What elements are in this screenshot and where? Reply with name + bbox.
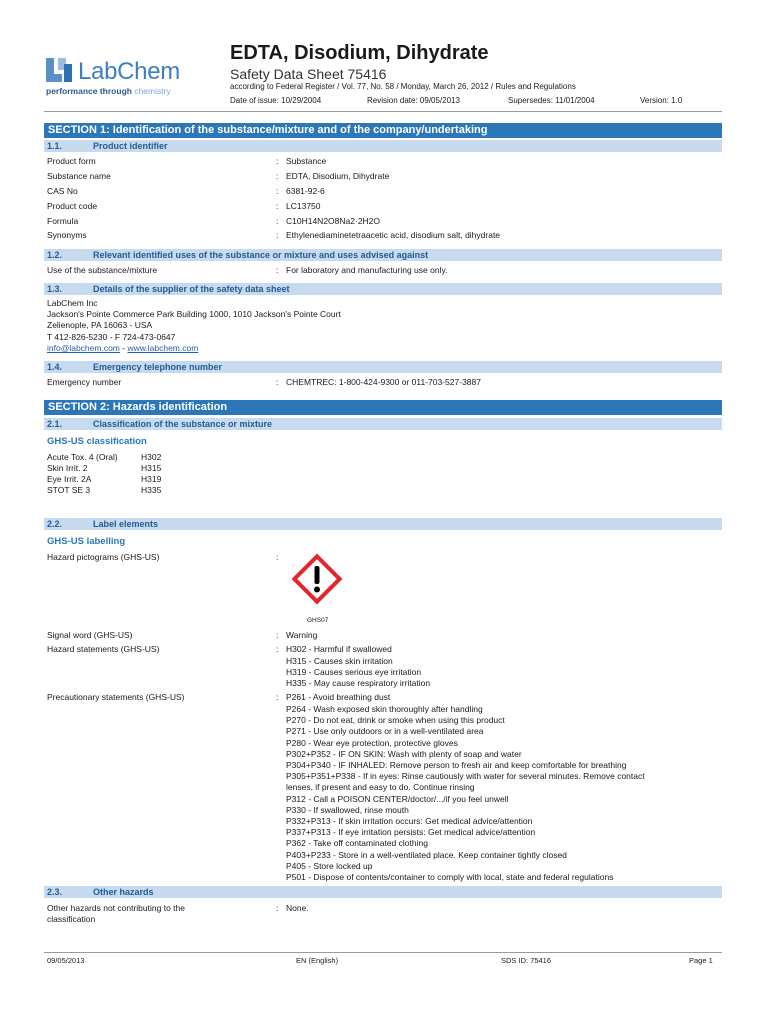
hazard-class-code: H335 bbox=[141, 485, 162, 495]
precautionary-statement: P330 - If swallowed, rinse mouth bbox=[286, 805, 409, 815]
precautionary-statement: P261 - Avoid breathing dust bbox=[286, 692, 391, 702]
subsection-1-4 bbox=[44, 361, 722, 373]
supplier-phone: T 412-826-5230 - F 724-473-0647 bbox=[47, 332, 176, 342]
footer-language: EN (English) bbox=[296, 956, 339, 965]
precautionary-statement: P337+P313 - If eye irritation persists: Get medical advice/attention bbox=[286, 827, 536, 837]
field-colon: : bbox=[276, 377, 279, 387]
subsection-number: 1.2. bbox=[47, 250, 63, 260]
precautionary-statement: P362 - Take off contaminated clothing bbox=[286, 838, 428, 848]
emergency-label: Emergency number bbox=[47, 377, 122, 387]
email-link[interactable]: info@labchem.com bbox=[47, 343, 120, 353]
hazard-class-code: H302 bbox=[141, 452, 162, 462]
precautionary-statement: P305+P351+P338 - If in eyes: Rinse cautiously with water for several minutes. Remove contact bbox=[286, 771, 645, 781]
subsection-1-2 bbox=[44, 249, 722, 261]
version: Version: 1.0 bbox=[640, 96, 683, 105]
subsection-2-3 bbox=[44, 886, 722, 898]
subsection-number: 2.1. bbox=[47, 419, 63, 429]
field-colon: : bbox=[276, 186, 279, 196]
field-label: Product code bbox=[47, 201, 98, 211]
subsection-number: 1.4. bbox=[47, 362, 63, 372]
subsection-title: Label elements bbox=[93, 519, 159, 529]
other-hazards-label-cont: classification bbox=[47, 914, 96, 924]
exclamation-mark-icon bbox=[291, 553, 343, 605]
logo-tag-bold: performance through bbox=[46, 86, 132, 96]
field-value: Ethylenediaminetetraacetic acid, disodium salt, dihydrate bbox=[286, 230, 501, 240]
precautionary-statement: P332+P313 - If skin irritation occurs: Get medical advice/attention bbox=[286, 816, 533, 826]
precautionary-statements-label: Precautionary statements (GHS-US) bbox=[47, 692, 185, 702]
subsection-2-1 bbox=[44, 418, 722, 430]
field-value: EDTA, Disodium, Dihydrate bbox=[286, 171, 390, 181]
signal-word-label: Signal word (GHS-US) bbox=[47, 630, 133, 640]
document-title: EDTA, Disodium, Dihydrate bbox=[230, 42, 489, 64]
subsection-title: Product identifier bbox=[93, 141, 168, 151]
precautionary-statement: P403+P233 - Store in a well-ventilated place. Keep container tightly closed bbox=[286, 850, 567, 860]
other-hazards-label: Other hazards not contributing to the bbox=[47, 903, 185, 913]
header-divider bbox=[44, 111, 722, 112]
precautionary-statement: P501 - Dispose of contents/container to comply with local, state and federal regulations bbox=[286, 872, 614, 882]
field-value: LC13750 bbox=[286, 201, 321, 211]
use-label: Use of the substance/mixture bbox=[47, 265, 158, 275]
field-label: Formula bbox=[47, 216, 79, 226]
field-label: Synonyms bbox=[47, 230, 87, 240]
document-subtitle: Safety Data Sheet 75416 bbox=[230, 66, 387, 82]
pictogram-caption: GHS07 bbox=[307, 617, 329, 624]
use-value: For laboratory and manufacturing use only. bbox=[286, 265, 448, 275]
subsection-number: 1.1. bbox=[47, 141, 63, 151]
supersedes: Supersedes: 11/01/2004 bbox=[508, 96, 595, 105]
precautionary-statement: P405 - Store locked up bbox=[286, 861, 373, 871]
field-label: Product form bbox=[47, 156, 96, 166]
hazard-class-name: Acute Tox. 4 (Oral) bbox=[47, 452, 118, 462]
pictogram-label: Hazard pictograms (GHS-US) bbox=[47, 552, 160, 562]
hazard-statement: H335 - May cause respiratory irritation bbox=[286, 678, 431, 688]
subsection-title: Details of the supplier of the safety data sheet bbox=[93, 284, 290, 294]
field-colon: : bbox=[276, 216, 279, 226]
footer-date: 09/05/2013 bbox=[47, 956, 85, 965]
field-colon: : bbox=[276, 201, 279, 211]
hazard-class-code: H319 bbox=[141, 474, 162, 484]
field-label: Substance name bbox=[47, 171, 111, 181]
subsection-number: 2.2. bbox=[47, 519, 63, 529]
section-2-header: SECTION 2: Hazards identification bbox=[44, 400, 722, 415]
field-colon: : bbox=[276, 903, 279, 913]
precautionary-statement: P302+P352 - IF ON SKIN: Wash with plenty of soap and water bbox=[286, 749, 522, 759]
precautionary-statement: P264 - Wash exposed skin thoroughly after handling bbox=[286, 704, 483, 714]
subsection-title: Relevant identified uses of the substance or mixture and uses advised against bbox=[93, 250, 429, 260]
hazard-statements-label: Hazard statements (GHS-US) bbox=[47, 644, 160, 654]
hazard-statement: H302 - Harmful if swallowed bbox=[286, 644, 392, 654]
logo-name: LabChem bbox=[78, 58, 180, 85]
labchem-logo bbox=[44, 56, 214, 98]
field-colon: : bbox=[276, 156, 279, 166]
precautionary-statement: P280 - Wear eye protection, protective gloves bbox=[286, 738, 458, 748]
subsection-title: Other hazards bbox=[93, 887, 154, 897]
labchem-logo-mark-icon bbox=[44, 56, 74, 86]
field-colon: : bbox=[276, 230, 279, 240]
subsection-number: 2.3. bbox=[47, 887, 63, 897]
subsection-title: Emergency telephone number bbox=[93, 362, 223, 372]
subsection-1-1 bbox=[44, 140, 722, 152]
other-hazards-value: None. bbox=[286, 903, 309, 913]
revision-date: Revision date: 09/05/2013 bbox=[367, 96, 460, 105]
hazard-statement: H319 - Causes serious eye irritation bbox=[286, 667, 422, 677]
precautionary-statement: lenses, if present and easy to do. Continue rinsing bbox=[286, 782, 475, 792]
field-colon: : bbox=[276, 692, 279, 702]
hazard-class-name: Skin Irrit. 2 bbox=[47, 463, 88, 473]
supplier-name: LabChem Inc bbox=[47, 298, 98, 308]
subsection-1-3 bbox=[44, 283, 722, 295]
logo-tag-light: chemistry bbox=[134, 86, 171, 96]
field-label: CAS No bbox=[47, 186, 78, 196]
emergency-value: CHEMTREC: 1-800-424-9300 or 011-703-527-3887 bbox=[286, 377, 481, 387]
field-value: Substance bbox=[286, 156, 327, 166]
signal-word-value: Warning bbox=[286, 630, 318, 640]
section-1-header: SECTION 1: Identification of the substance/mixture and of the company/undertaking bbox=[44, 123, 722, 138]
hazard-statement: H315 - Causes skin irritation bbox=[286, 656, 393, 666]
field-colon: : bbox=[276, 644, 279, 654]
supplier-address: Jackson's Pointe Commerce Park Building 1000, 1010 Jackson's Pointe Court bbox=[47, 309, 341, 319]
date-of-issue: Date of issue: 10/29/2004 bbox=[230, 96, 322, 105]
supplier-city: Zelienople, PA 16063 - USA bbox=[47, 320, 153, 330]
precautionary-statement: P312 - Call a POISON CENTER/doctor/.../if you feel unwell bbox=[286, 794, 509, 804]
hazard-class-name: STOT SE 3 bbox=[47, 485, 91, 495]
footer-page: Page 1 bbox=[689, 956, 713, 965]
hazard-class-code: H315 bbox=[141, 463, 162, 473]
logo-tagline bbox=[46, 86, 171, 96]
link-separator: - bbox=[119, 343, 128, 353]
ghs-labelling-heading: GHS-US labelling bbox=[47, 536, 126, 547]
field-value: C10H14N2O8Na2·2H2O bbox=[286, 216, 381, 226]
supplier-links bbox=[47, 343, 198, 353]
field-colon: : bbox=[276, 265, 279, 275]
website-link[interactable]: www.labchem.com bbox=[127, 343, 199, 353]
subsection-title: Classification of the substance or mixture bbox=[93, 419, 273, 429]
field-value: 6381-92-6 bbox=[286, 186, 325, 196]
hazard-class-name: Eye Irrit. 2A bbox=[47, 474, 92, 484]
ghs-classification-heading: GHS-US classification bbox=[47, 436, 147, 447]
precautionary-statement: P270 - Do not eat, drink or smoke when using this product bbox=[286, 715, 505, 725]
subsection-number: 1.3. bbox=[47, 284, 63, 294]
regulation-line: according to Federal Register / Vol. 77, No. 58 / Monday, March 26, 2012 / Rules and Regulations bbox=[230, 82, 576, 91]
precautionary-statement: P271 - Use only outdoors or in a well-ventilated area bbox=[286, 726, 484, 736]
field-colon: : bbox=[276, 552, 279, 562]
field-colon: : bbox=[276, 630, 279, 640]
footer-divider bbox=[44, 952, 722, 953]
precautionary-statement: P304+P340 - IF INHALED: Remove person to fresh air and keep comfortable for breathing bbox=[286, 760, 627, 770]
footer-sds-id: SDS ID: 75416 bbox=[501, 956, 552, 965]
field-colon: : bbox=[276, 171, 279, 181]
subsection-2-2 bbox=[44, 518, 722, 530]
